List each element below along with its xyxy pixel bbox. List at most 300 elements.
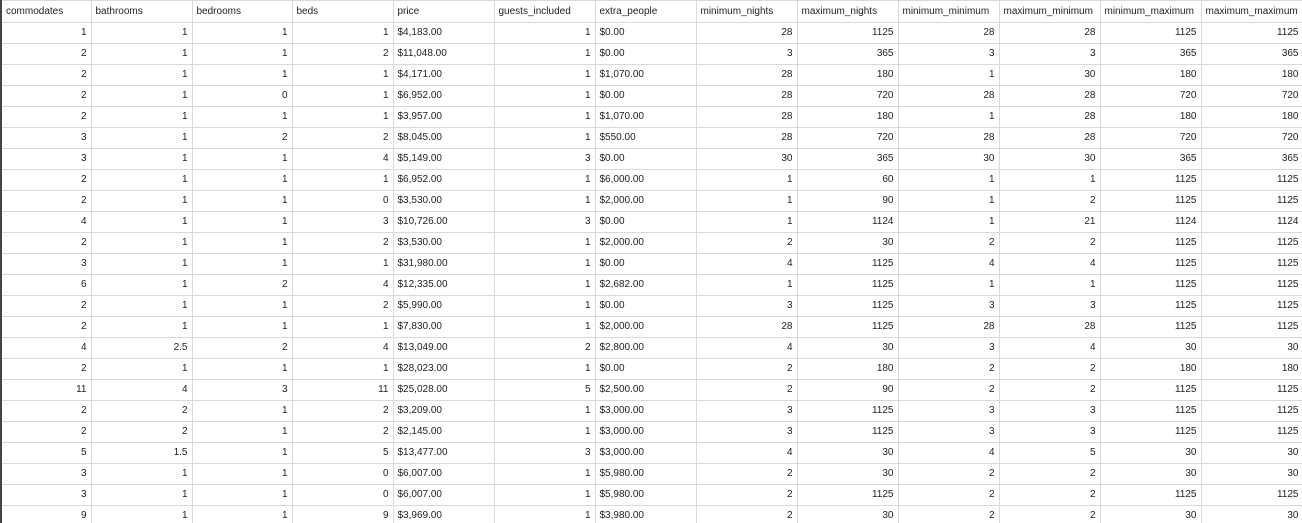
cell-maximum-maximum[interactable]: 180 bbox=[1201, 65, 1302, 86]
cell-commodates[interactable]: 2 bbox=[1, 86, 91, 107]
cell-guests-included[interactable]: 1 bbox=[494, 107, 595, 128]
cell-minimum-nights[interactable]: 2 bbox=[696, 380, 797, 401]
cell-guests-included[interactable]: 3 bbox=[494, 443, 595, 464]
cell-price[interactable]: $3,530.00 bbox=[393, 233, 494, 254]
column-header-extra-people[interactable]: extra_people bbox=[595, 1, 696, 23]
cell-maximum-minimum[interactable]: 28 bbox=[999, 86, 1100, 107]
cell-guests-included[interactable]: 1 bbox=[494, 296, 595, 317]
cell-maximum-minimum[interactable]: 2 bbox=[999, 464, 1100, 485]
column-header-maximum-maximum[interactable]: maximum_maximum bbox=[1201, 1, 1302, 23]
cell-maximum-nights[interactable]: 30 bbox=[797, 506, 898, 523]
cell-minimum-nights[interactable]: 3 bbox=[696, 44, 797, 65]
cell-extra-people[interactable]: $2,000.00 bbox=[595, 317, 696, 338]
column-header-guests-included[interactable]: guests_included bbox=[494, 1, 595, 23]
cell-beds[interactable]: 4 bbox=[292, 338, 393, 359]
cell-minimum-maximum[interactable]: 1125 bbox=[1100, 233, 1201, 254]
cell-maximum-nights[interactable]: 720 bbox=[797, 86, 898, 107]
cell-minimum-nights[interactable]: 30 bbox=[696, 149, 797, 170]
cell-bathrooms[interactable]: 1 bbox=[91, 275, 192, 296]
cell-minimum-nights[interactable]: 1 bbox=[696, 212, 797, 233]
cell-commodates[interactable]: 3 bbox=[1, 485, 91, 506]
cell-minimum-minimum[interactable]: 3 bbox=[898, 338, 999, 359]
cell-bathrooms[interactable]: 1 bbox=[91, 464, 192, 485]
cell-maximum-maximum[interactable]: 1125 bbox=[1201, 23, 1302, 44]
cell-bedrooms[interactable]: 1 bbox=[192, 191, 292, 212]
cell-maximum-nights[interactable]: 180 bbox=[797, 107, 898, 128]
cell-minimum-minimum[interactable]: 2 bbox=[898, 464, 999, 485]
cell-commodates[interactable]: 2 bbox=[1, 422, 91, 443]
cell-maximum-minimum[interactable]: 3 bbox=[999, 422, 1100, 443]
cell-maximum-nights[interactable]: 30 bbox=[797, 464, 898, 485]
cell-minimum-nights[interactable]: 2 bbox=[696, 506, 797, 523]
cell-maximum-nights[interactable]: 720 bbox=[797, 128, 898, 149]
cell-bedrooms[interactable]: 1 bbox=[192, 401, 292, 422]
cell-bedrooms[interactable]: 1 bbox=[192, 359, 292, 380]
cell-commodates[interactable]: 2 bbox=[1, 317, 91, 338]
cell-minimum-minimum[interactable]: 1 bbox=[898, 212, 999, 233]
cell-maximum-nights[interactable]: 30 bbox=[797, 338, 898, 359]
cell-minimum-maximum[interactable]: 30 bbox=[1100, 443, 1201, 464]
cell-beds[interactable]: 0 bbox=[292, 191, 393, 212]
cell-price[interactable]: $12,335.00 bbox=[393, 275, 494, 296]
cell-maximum-maximum[interactable]: 180 bbox=[1201, 359, 1302, 380]
cell-maximum-maximum[interactable]: 1125 bbox=[1201, 317, 1302, 338]
cell-bedrooms[interactable]: 1 bbox=[192, 506, 292, 523]
cell-commodates[interactable]: 2 bbox=[1, 359, 91, 380]
cell-bedrooms[interactable]: 1 bbox=[192, 107, 292, 128]
column-header-beds[interactable]: beds bbox=[292, 1, 393, 23]
cell-maximum-minimum[interactable]: 4 bbox=[999, 254, 1100, 275]
cell-bathrooms[interactable]: 1 bbox=[91, 317, 192, 338]
cell-beds[interactable]: 11 bbox=[292, 380, 393, 401]
cell-minimum-nights[interactable]: 2 bbox=[696, 464, 797, 485]
cell-minimum-nights[interactable]: 4 bbox=[696, 254, 797, 275]
cell-bathrooms[interactable]: 1 bbox=[91, 86, 192, 107]
cell-minimum-minimum[interactable]: 3 bbox=[898, 422, 999, 443]
cell-guests-included[interactable]: 1 bbox=[494, 275, 595, 296]
cell-bedrooms[interactable]: 1 bbox=[192, 422, 292, 443]
cell-maximum-minimum[interactable]: 1 bbox=[999, 275, 1100, 296]
cell-commodates[interactable]: 6 bbox=[1, 275, 91, 296]
cell-beds[interactable]: 1 bbox=[292, 86, 393, 107]
cell-extra-people[interactable]: $1,070.00 bbox=[595, 65, 696, 86]
cell-minimum-minimum[interactable]: 3 bbox=[898, 401, 999, 422]
cell-minimum-minimum[interactable]: 28 bbox=[898, 86, 999, 107]
cell-minimum-minimum[interactable]: 1 bbox=[898, 65, 999, 86]
cell-price[interactable]: $31,980.00 bbox=[393, 254, 494, 275]
cell-maximum-nights[interactable]: 1125 bbox=[797, 485, 898, 506]
cell-minimum-nights[interactable]: 3 bbox=[696, 296, 797, 317]
cell-guests-included[interactable]: 1 bbox=[494, 23, 595, 44]
cell-commodates[interactable]: 3 bbox=[1, 254, 91, 275]
cell-beds[interactable]: 1 bbox=[292, 23, 393, 44]
cell-guests-included[interactable]: 1 bbox=[494, 317, 595, 338]
cell-extra-people[interactable]: $0.00 bbox=[595, 254, 696, 275]
cell-minimum-maximum[interactable]: 365 bbox=[1100, 44, 1201, 65]
cell-extra-people[interactable]: $5,980.00 bbox=[595, 485, 696, 506]
cell-bedrooms[interactable]: 3 bbox=[192, 380, 292, 401]
cell-guests-included[interactable]: 1 bbox=[494, 254, 595, 275]
cell-beds[interactable]: 2 bbox=[292, 128, 393, 149]
cell-bathrooms[interactable]: 4 bbox=[91, 380, 192, 401]
cell-price[interactable]: $28,023.00 bbox=[393, 359, 494, 380]
cell-minimum-minimum[interactable]: 28 bbox=[898, 23, 999, 44]
cell-guests-included[interactable]: 1 bbox=[494, 128, 595, 149]
cell-maximum-maximum[interactable]: 30 bbox=[1201, 464, 1302, 485]
cell-maximum-maximum[interactable]: 1125 bbox=[1201, 233, 1302, 254]
cell-commodates[interactable]: 2 bbox=[1, 170, 91, 191]
cell-bedrooms[interactable]: 1 bbox=[192, 485, 292, 506]
cell-beds[interactable]: 4 bbox=[292, 149, 393, 170]
cell-maximum-maximum[interactable]: 1125 bbox=[1201, 296, 1302, 317]
cell-price[interactable]: $3,530.00 bbox=[393, 191, 494, 212]
cell-maximum-maximum[interactable]: 180 bbox=[1201, 107, 1302, 128]
cell-minimum-nights[interactable]: 28 bbox=[696, 86, 797, 107]
cell-minimum-nights[interactable]: 4 bbox=[696, 338, 797, 359]
cell-bedrooms[interactable]: 0 bbox=[192, 86, 292, 107]
cell-minimum-nights[interactable]: 28 bbox=[696, 128, 797, 149]
cell-maximum-nights[interactable]: 1125 bbox=[797, 23, 898, 44]
column-header-minimum-maximum[interactable]: minimum_maximum bbox=[1100, 1, 1201, 23]
cell-commodates[interactable]: 2 bbox=[1, 65, 91, 86]
cell-extra-people[interactable]: $0.00 bbox=[595, 86, 696, 107]
cell-minimum-minimum[interactable]: 28 bbox=[898, 128, 999, 149]
cell-minimum-minimum[interactable]: 1 bbox=[898, 191, 999, 212]
cell-minimum-maximum[interactable]: 1125 bbox=[1100, 422, 1201, 443]
cell-price[interactable]: $25,028.00 bbox=[393, 380, 494, 401]
cell-minimum-nights[interactable]: 28 bbox=[696, 65, 797, 86]
cell-guests-included[interactable]: 3 bbox=[494, 149, 595, 170]
cell-minimum-maximum[interactable]: 1125 bbox=[1100, 254, 1201, 275]
cell-bedrooms[interactable]: 1 bbox=[192, 443, 292, 464]
cell-beds[interactable]: 1 bbox=[292, 170, 393, 191]
cell-price[interactable]: $13,477.00 bbox=[393, 443, 494, 464]
cell-minimum-minimum[interactable]: 3 bbox=[898, 44, 999, 65]
cell-commodates[interactable]: 2 bbox=[1, 107, 91, 128]
cell-maximum-minimum[interactable]: 3 bbox=[999, 296, 1100, 317]
cell-bathrooms[interactable]: 1 bbox=[91, 65, 192, 86]
cell-beds[interactable]: 9 bbox=[292, 506, 393, 523]
cell-minimum-maximum[interactable]: 1125 bbox=[1100, 296, 1201, 317]
cell-beds[interactable]: 2 bbox=[292, 233, 393, 254]
cell-bathrooms[interactable]: 1 bbox=[91, 44, 192, 65]
cell-maximum-nights[interactable]: 180 bbox=[797, 65, 898, 86]
cell-minimum-minimum[interactable]: 2 bbox=[898, 506, 999, 523]
cell-bathrooms[interactable]: 1 bbox=[91, 23, 192, 44]
cell-extra-people[interactable]: $2,500.00 bbox=[595, 380, 696, 401]
cell-minimum-maximum[interactable]: 1125 bbox=[1100, 317, 1201, 338]
cell-minimum-minimum[interactable]: 4 bbox=[898, 443, 999, 464]
column-header-maximum-minimum[interactable]: maximum_minimum bbox=[999, 1, 1100, 23]
cell-maximum-maximum[interactable]: 30 bbox=[1201, 338, 1302, 359]
cell-minimum-maximum[interactable]: 1125 bbox=[1100, 380, 1201, 401]
cell-extra-people[interactable]: $3,000.00 bbox=[595, 443, 696, 464]
cell-minimum-maximum[interactable]: 180 bbox=[1100, 65, 1201, 86]
cell-extra-people[interactable]: $3,000.00 bbox=[595, 401, 696, 422]
cell-bedrooms[interactable]: 1 bbox=[192, 149, 292, 170]
cell-minimum-nights[interactable]: 28 bbox=[696, 317, 797, 338]
cell-maximum-maximum[interactable]: 30 bbox=[1201, 443, 1302, 464]
cell-price[interactable]: $3,969.00 bbox=[393, 506, 494, 523]
cell-maximum-minimum[interactable]: 1 bbox=[999, 170, 1100, 191]
cell-price[interactable]: $6,007.00 bbox=[393, 485, 494, 506]
cell-maximum-nights[interactable]: 30 bbox=[797, 233, 898, 254]
cell-beds[interactable]: 5 bbox=[292, 443, 393, 464]
column-header-minimum-nights[interactable]: minimum_nights bbox=[696, 1, 797, 23]
cell-beds[interactable]: 1 bbox=[292, 107, 393, 128]
cell-bathrooms[interactable]: 1 bbox=[91, 296, 192, 317]
cell-guests-included[interactable]: 1 bbox=[494, 422, 595, 443]
cell-extra-people[interactable]: $2,000.00 bbox=[595, 191, 696, 212]
cell-guests-included[interactable]: 1 bbox=[494, 65, 595, 86]
column-header-minimum-minimum[interactable]: minimum_minimum bbox=[898, 1, 999, 23]
cell-guests-included[interactable]: 1 bbox=[494, 86, 595, 107]
cell-minimum-nights[interactable]: 28 bbox=[696, 107, 797, 128]
cell-minimum-nights[interactable]: 2 bbox=[696, 359, 797, 380]
cell-bathrooms[interactable]: 1 bbox=[91, 485, 192, 506]
column-header-bedrooms[interactable]: bedrooms bbox=[192, 1, 292, 23]
cell-bathrooms[interactable]: 1 bbox=[91, 359, 192, 380]
cell-maximum-minimum[interactable]: 30 bbox=[999, 149, 1100, 170]
cell-minimum-nights[interactable]: 2 bbox=[696, 233, 797, 254]
cell-price[interactable]: $4,183.00 bbox=[393, 23, 494, 44]
cell-commodates[interactable]: 3 bbox=[1, 149, 91, 170]
cell-minimum-minimum[interactable]: 2 bbox=[898, 359, 999, 380]
cell-maximum-minimum[interactable]: 2 bbox=[999, 191, 1100, 212]
cell-bedrooms[interactable]: 1 bbox=[192, 44, 292, 65]
cell-extra-people[interactable]: $3,980.00 bbox=[595, 506, 696, 523]
cell-beds[interactable]: 2 bbox=[292, 401, 393, 422]
cell-commodates[interactable]: 3 bbox=[1, 464, 91, 485]
cell-maximum-maximum[interactable]: 720 bbox=[1201, 86, 1302, 107]
cell-price[interactable]: $6,007.00 bbox=[393, 464, 494, 485]
cell-price[interactable]: $5,990.00 bbox=[393, 296, 494, 317]
cell-minimum-maximum[interactable]: 720 bbox=[1100, 128, 1201, 149]
cell-maximum-maximum[interactable]: 1124 bbox=[1201, 212, 1302, 233]
cell-bedrooms[interactable]: 1 bbox=[192, 65, 292, 86]
cell-commodates[interactable]: 4 bbox=[1, 212, 91, 233]
cell-bedrooms[interactable]: 1 bbox=[192, 296, 292, 317]
column-header-bathrooms[interactable]: bathrooms bbox=[91, 1, 192, 23]
cell-minimum-minimum[interactable]: 2 bbox=[898, 485, 999, 506]
cell-extra-people[interactable]: $5,980.00 bbox=[595, 464, 696, 485]
cell-maximum-nights[interactable]: 1125 bbox=[797, 317, 898, 338]
cell-bathrooms[interactable]: 1 bbox=[91, 149, 192, 170]
cell-minimum-minimum[interactable]: 28 bbox=[898, 317, 999, 338]
cell-bathrooms[interactable]: 1 bbox=[91, 233, 192, 254]
cell-minimum-nights[interactable]: 2 bbox=[696, 485, 797, 506]
cell-beds[interactable]: 2 bbox=[292, 422, 393, 443]
cell-guests-included[interactable]: 1 bbox=[494, 464, 595, 485]
cell-beds[interactable]: 1 bbox=[292, 254, 393, 275]
cell-maximum-minimum[interactable]: 28 bbox=[999, 128, 1100, 149]
cell-beds[interactable]: 1 bbox=[292, 317, 393, 338]
cell-commodates[interactable]: 2 bbox=[1, 191, 91, 212]
cell-extra-people[interactable]: $2,800.00 bbox=[595, 338, 696, 359]
cell-bedrooms[interactable]: 2 bbox=[192, 275, 292, 296]
cell-price[interactable]: $8,045.00 bbox=[393, 128, 494, 149]
cell-guests-included[interactable]: 2 bbox=[494, 338, 595, 359]
cell-commodates[interactable]: 11 bbox=[1, 380, 91, 401]
cell-minimum-nights[interactable]: 3 bbox=[696, 422, 797, 443]
cell-bathrooms[interactable]: 1 bbox=[91, 170, 192, 191]
cell-beds[interactable]: 2 bbox=[292, 44, 393, 65]
cell-minimum-maximum[interactable]: 1125 bbox=[1100, 23, 1201, 44]
cell-minimum-maximum[interactable]: 1125 bbox=[1100, 275, 1201, 296]
cell-bedrooms[interactable]: 1 bbox=[192, 233, 292, 254]
cell-minimum-maximum[interactable]: 1125 bbox=[1100, 485, 1201, 506]
cell-maximum-maximum[interactable]: 1125 bbox=[1201, 254, 1302, 275]
cell-minimum-nights[interactable]: 1 bbox=[696, 275, 797, 296]
cell-price[interactable]: $3,209.00 bbox=[393, 401, 494, 422]
cell-guests-included[interactable]: 1 bbox=[494, 401, 595, 422]
cell-maximum-maximum[interactable]: 1125 bbox=[1201, 401, 1302, 422]
cell-minimum-maximum[interactable]: 365 bbox=[1100, 149, 1201, 170]
cell-maximum-minimum[interactable]: 3 bbox=[999, 44, 1100, 65]
cell-maximum-maximum[interactable]: 1125 bbox=[1201, 275, 1302, 296]
column-header-maximum-nights[interactable]: maximum_nights bbox=[797, 1, 898, 23]
cell-bathrooms[interactable]: 1 bbox=[91, 191, 192, 212]
cell-maximum-maximum[interactable]: 30 bbox=[1201, 506, 1302, 523]
cell-maximum-maximum[interactable]: 1125 bbox=[1201, 380, 1302, 401]
cell-extra-people[interactable]: $0.00 bbox=[595, 359, 696, 380]
cell-maximum-minimum[interactable]: 2 bbox=[999, 233, 1100, 254]
cell-minimum-maximum[interactable]: 180 bbox=[1100, 107, 1201, 128]
cell-maximum-maximum[interactable]: 1125 bbox=[1201, 170, 1302, 191]
cell-commodates[interactable]: 3 bbox=[1, 128, 91, 149]
cell-minimum-nights[interactable]: 28 bbox=[696, 23, 797, 44]
cell-maximum-nights[interactable]: 180 bbox=[797, 359, 898, 380]
cell-maximum-maximum[interactable]: 1125 bbox=[1201, 191, 1302, 212]
cell-guests-included[interactable]: 1 bbox=[494, 359, 595, 380]
cell-bedrooms[interactable]: 1 bbox=[192, 464, 292, 485]
cell-maximum-minimum[interactable]: 28 bbox=[999, 23, 1100, 44]
cell-maximum-minimum[interactable]: 3 bbox=[999, 401, 1100, 422]
cell-minimum-nights[interactable]: 4 bbox=[696, 443, 797, 464]
cell-minimum-maximum[interactable]: 180 bbox=[1100, 359, 1201, 380]
cell-maximum-minimum[interactable]: 2 bbox=[999, 359, 1100, 380]
cell-minimum-maximum[interactable]: 30 bbox=[1100, 338, 1201, 359]
cell-maximum-maximum[interactable]: 720 bbox=[1201, 128, 1302, 149]
cell-bathrooms[interactable]: 1.5 bbox=[91, 443, 192, 464]
cell-commodates[interactable]: 9 bbox=[1, 506, 91, 523]
cell-bedrooms[interactable]: 2 bbox=[192, 128, 292, 149]
cell-minimum-nights[interactable]: 3 bbox=[696, 401, 797, 422]
cell-commodates[interactable]: 2 bbox=[1, 44, 91, 65]
cell-extra-people[interactable]: $0.00 bbox=[595, 149, 696, 170]
cell-guests-included[interactable]: 1 bbox=[494, 233, 595, 254]
cell-maximum-minimum[interactable]: 2 bbox=[999, 485, 1100, 506]
cell-price[interactable]: $4,171.00 bbox=[393, 65, 494, 86]
cell-bathrooms[interactable]: 2 bbox=[91, 422, 192, 443]
cell-extra-people[interactable]: $2,682.00 bbox=[595, 275, 696, 296]
cell-maximum-minimum[interactable]: 21 bbox=[999, 212, 1100, 233]
cell-bathrooms[interactable]: 1 bbox=[91, 107, 192, 128]
cell-price[interactable]: $3,957.00 bbox=[393, 107, 494, 128]
cell-minimum-minimum[interactable]: 30 bbox=[898, 149, 999, 170]
cell-beds[interactable]: 4 bbox=[292, 275, 393, 296]
cell-guests-included[interactable]: 1 bbox=[494, 170, 595, 191]
cell-maximum-maximum[interactable]: 1125 bbox=[1201, 422, 1302, 443]
cell-bedrooms[interactable]: 1 bbox=[192, 254, 292, 275]
cell-minimum-minimum[interactable]: 2 bbox=[898, 380, 999, 401]
cell-extra-people[interactable]: $0.00 bbox=[595, 44, 696, 65]
cell-maximum-maximum[interactable]: 365 bbox=[1201, 44, 1302, 65]
cell-commodates[interactable]: 5 bbox=[1, 443, 91, 464]
cell-bedrooms[interactable]: 1 bbox=[192, 317, 292, 338]
cell-bathrooms[interactable]: 1 bbox=[91, 254, 192, 275]
cell-maximum-nights[interactable]: 1125 bbox=[797, 401, 898, 422]
cell-bedrooms[interactable]: 1 bbox=[192, 212, 292, 233]
cell-maximum-nights[interactable]: 1125 bbox=[797, 296, 898, 317]
cell-price[interactable]: $10,726.00 bbox=[393, 212, 494, 233]
cell-maximum-minimum[interactable]: 5 bbox=[999, 443, 1100, 464]
cell-maximum-nights[interactable]: 365 bbox=[797, 44, 898, 65]
cell-bathrooms[interactable]: 1 bbox=[91, 128, 192, 149]
cell-bathrooms[interactable]: 1 bbox=[91, 212, 192, 233]
cell-commodates[interactable]: 4 bbox=[1, 338, 91, 359]
cell-maximum-nights[interactable]: 1125 bbox=[797, 275, 898, 296]
cell-minimum-minimum[interactable]: 3 bbox=[898, 296, 999, 317]
cell-extra-people[interactable]: $1,070.00 bbox=[595, 107, 696, 128]
cell-beds[interactable]: 0 bbox=[292, 464, 393, 485]
cell-minimum-maximum[interactable]: 1124 bbox=[1100, 212, 1201, 233]
cell-guests-included[interactable]: 1 bbox=[494, 485, 595, 506]
cell-extra-people[interactable]: $0.00 bbox=[595, 23, 696, 44]
cell-bedrooms[interactable]: 1 bbox=[192, 170, 292, 191]
cell-maximum-nights[interactable]: 30 bbox=[797, 443, 898, 464]
cell-commodates[interactable]: 2 bbox=[1, 401, 91, 422]
cell-maximum-maximum[interactable]: 1125 bbox=[1201, 485, 1302, 506]
cell-minimum-minimum[interactable]: 4 bbox=[898, 254, 999, 275]
cell-bathrooms[interactable]: 2 bbox=[91, 401, 192, 422]
cell-minimum-maximum[interactable]: 1125 bbox=[1100, 191, 1201, 212]
cell-minimum-maximum[interactable]: 1125 bbox=[1100, 401, 1201, 422]
cell-minimum-minimum[interactable]: 1 bbox=[898, 275, 999, 296]
cell-maximum-minimum[interactable]: 2 bbox=[999, 506, 1100, 523]
cell-beds[interactable]: 2 bbox=[292, 296, 393, 317]
column-header-commodates[interactable]: commodates bbox=[1, 1, 91, 23]
cell-extra-people[interactable]: $3,000.00 bbox=[595, 422, 696, 443]
column-header-price[interactable]: price bbox=[393, 1, 494, 23]
cell-extra-people[interactable]: $0.00 bbox=[595, 296, 696, 317]
cell-minimum-maximum[interactable]: 30 bbox=[1100, 506, 1201, 523]
cell-maximum-nights[interactable]: 90 bbox=[797, 191, 898, 212]
cell-bathrooms[interactable]: 1 bbox=[91, 506, 192, 523]
cell-maximum-nights[interactable]: 365 bbox=[797, 149, 898, 170]
cell-minimum-maximum[interactable]: 720 bbox=[1100, 86, 1201, 107]
cell-price[interactable]: $6,952.00 bbox=[393, 170, 494, 191]
cell-maximum-nights[interactable]: 60 bbox=[797, 170, 898, 191]
cell-commodates[interactable]: 2 bbox=[1, 233, 91, 254]
cell-maximum-maximum[interactable]: 365 bbox=[1201, 149, 1302, 170]
cell-maximum-minimum[interactable]: 2 bbox=[999, 380, 1100, 401]
cell-maximum-minimum[interactable]: 28 bbox=[999, 317, 1100, 338]
cell-maximum-nights[interactable]: 90 bbox=[797, 380, 898, 401]
cell-guests-included[interactable]: 5 bbox=[494, 380, 595, 401]
cell-bedrooms[interactable]: 1 bbox=[192, 23, 292, 44]
cell-price[interactable]: $2,145.00 bbox=[393, 422, 494, 443]
cell-extra-people[interactable]: $2,000.00 bbox=[595, 233, 696, 254]
cell-beds[interactable]: 1 bbox=[292, 65, 393, 86]
cell-price[interactable]: $5,149.00 bbox=[393, 149, 494, 170]
cell-commodates[interactable]: 2 bbox=[1, 296, 91, 317]
cell-beds[interactable]: 3 bbox=[292, 212, 393, 233]
cell-extra-people[interactable]: $550.00 bbox=[595, 128, 696, 149]
cell-maximum-minimum[interactable]: 28 bbox=[999, 107, 1100, 128]
cell-price[interactable]: $6,952.00 bbox=[393, 86, 494, 107]
cell-minimum-minimum[interactable]: 1 bbox=[898, 107, 999, 128]
